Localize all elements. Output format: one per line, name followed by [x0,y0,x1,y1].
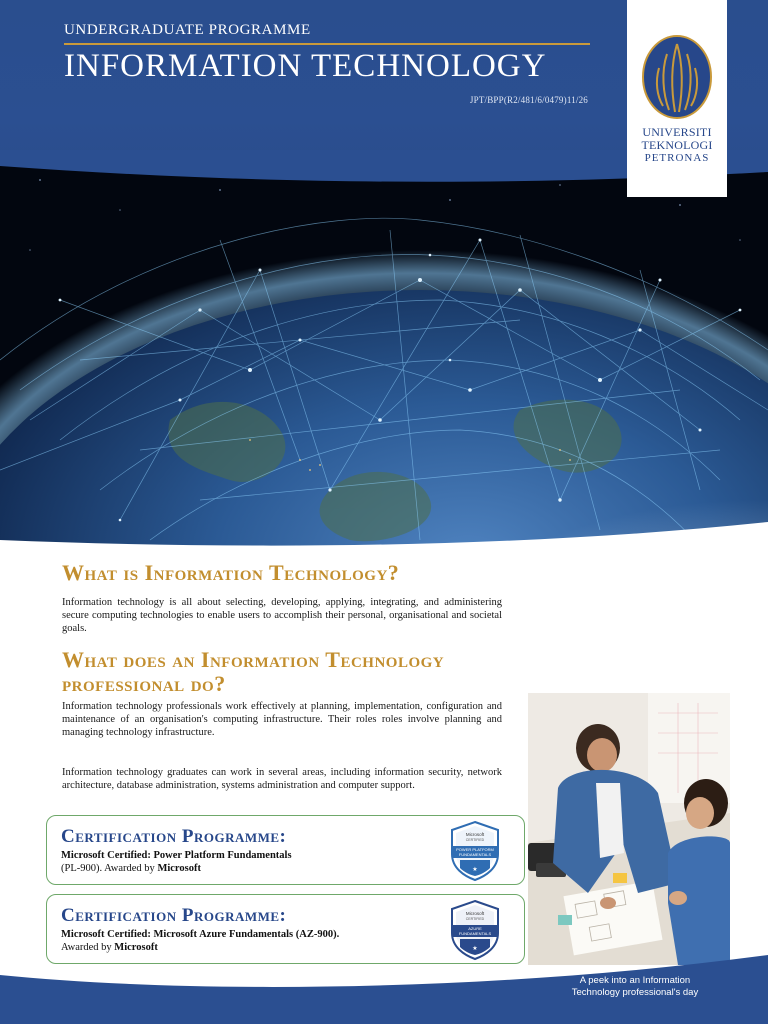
certification-award [61,862,201,875]
badge-label-1: AZURE [468,926,482,931]
what-is-it-paragraph: Information technology is all about selecting, developing, applying, integrating, and administering secure computing technologies to enable users to accomplish their personal, organisational and societal goals. [62,597,502,634]
badge-brand: Microsoft [465,911,485,916]
title-rule [64,43,590,45]
badge-star-icon: ★ [472,866,478,873]
badge-brand: Microsoft [465,832,485,837]
photo-caption-line-1: A peek into an Information [579,975,691,986]
certification-code: Awarded by [61,942,115,953]
hero-bottom-wave [0,520,768,550]
badge-star-icon: ★ [472,945,478,952]
certification-title: Certification Programme: [61,905,287,926]
university-logo [627,0,727,197]
utp-crest-icon [641,34,713,120]
certification-name [61,849,292,862]
logo-line-2: TEKNOLOGI [641,138,713,152]
what-does-professional-do-heading: What does an Information Technology professional do? [62,647,445,696]
page-title: INFORMATION TECHNOLOGY [64,48,547,84]
accreditation-code: JPT/BPP(R2/481/6/0479)11/26 [469,95,588,105]
badge-certified: CERTIFIED [465,917,485,921]
hero-globe-image [0,160,768,546]
certification-box-1 [46,815,525,885]
certification-issuer: Microsoft [114,942,158,953]
badge-label-2: FUNDAMENTALS [458,852,492,857]
career-areas-paragraph: Information technology graduates can work in several areas, including information security, network architecture, database administration, systems administration and computer support. [62,767,502,791]
professional-role-paragraph: Information technology professionals work effectively at planning, implementation, configuration and maintenance of an organisation's computing infrastructure. Their roles roles involve planning and managing technology infrastructure. [62,701,502,738]
logo-line-3: PETRONAS [644,152,710,164]
microsoft-certified-badge-icon [448,820,502,882]
certification-name-text: Microsoft Certified: Microsoft Azure Fundamentals (AZ-900). [61,929,340,940]
certification-title: Certification Programme: [61,826,287,847]
certification-issuer: Microsoft [157,863,201,874]
badge-label-2: FUNDAMENTALS [458,931,492,936]
university-name [627,126,727,165]
photo-caption [540,975,730,999]
photo-caption-line-2: Technology professional's day [571,987,699,998]
programme-subtitle: UNDERGRADUATE PROGRAMME [64,22,311,38]
badge-label-1: POWER PLATFORM [456,847,494,852]
certification-code: (PL-900). Awarded by [61,863,158,874]
what-is-it-heading: What is Information Technology? [62,560,400,585]
certification-name-text: Microsoft Certified: Power Platform Fundamentals [61,850,292,861]
logo-line-1: UNIVERSITI [642,125,712,139]
badge-certified: CERTIFIED [465,838,485,842]
